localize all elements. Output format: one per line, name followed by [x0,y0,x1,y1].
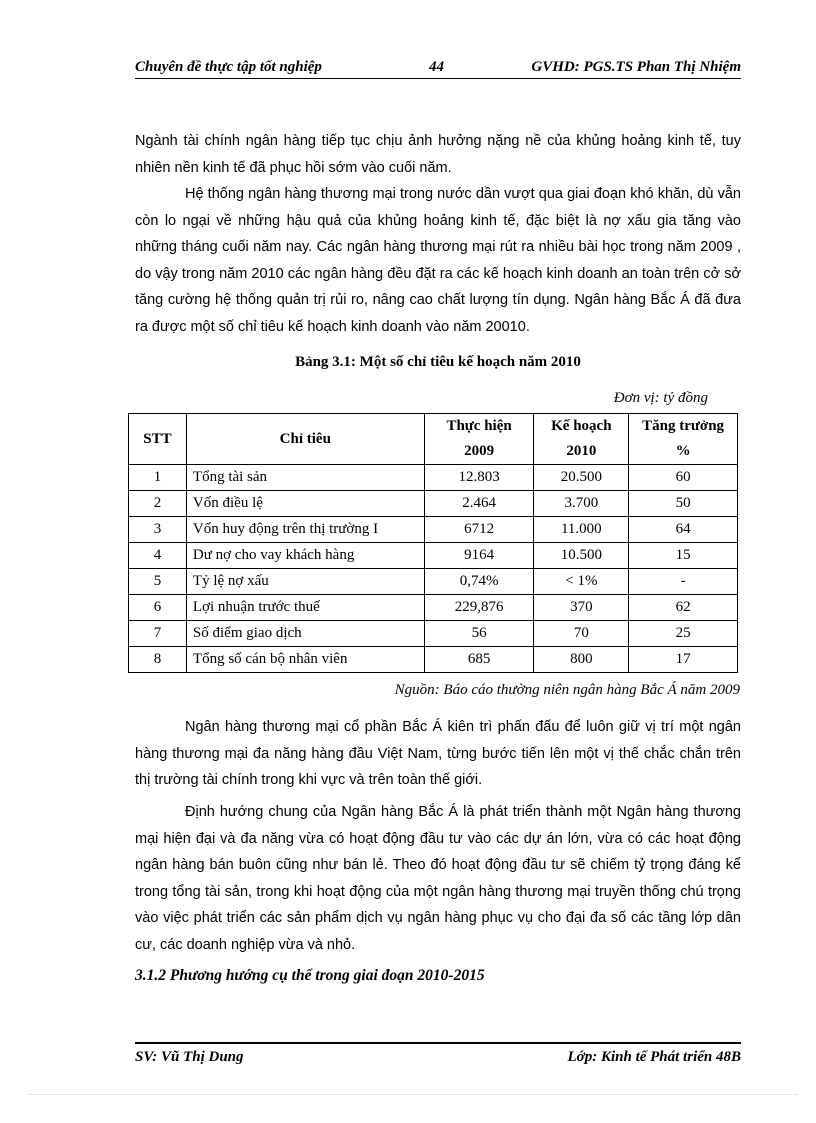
cell-growth: 17 [629,647,738,673]
paragraph-bac-a-position: Ngân hàng thương mại cổ phần Bắc Á kiên trì phấn đấu để luôn giữ vị trí một ngân hàng thương mại đa năng hàng đầu Việt Nam, từng bước tiến lên một vị thế chắc chắn trên thị trường tài chính trong khi vực và trên toàn thế giới. [135,719,741,788]
cell-plan: 70 [534,621,629,647]
cell-plan: 10.500 [534,543,629,569]
cell-plan: 3.700 [534,491,629,517]
footer-student: SV: Vũ Thị Dung [135,1049,244,1065]
header-advisor: GVHD: PGS.TS Phan Thị Nhiệm [531,59,741,75]
table-row [129,621,738,647]
header-stt: STT [129,414,187,465]
page-number: 44 [429,59,444,75]
page-bottom-divider [28,1094,798,1095]
section-heading: 3.1.2 Phương hướng cụ thể trong giai đoạn 2010-2015 [135,967,485,984]
table-unit: Đơn vị: tỷ đồng [613,390,708,406]
cell-growth: 62 [629,595,738,621]
cell-indicator: Lợi nhuận trước thuế [186,595,424,621]
table-row [129,595,738,621]
cell-actual: 6712 [424,517,534,543]
cell-growth: 60 [629,465,738,491]
header-thesis-title: Chuyên đề thực tập tốt nghiệp [135,59,322,75]
cell-plan: < 1% [534,569,629,595]
cell-actual: 0,74% [424,569,534,595]
cell-actual: 685 [424,647,534,673]
table-row [129,465,738,491]
cell-indicator: Số điểm giao dịch [186,621,424,647]
cell-stt: 4 [129,543,187,569]
cell-growth: 25 [629,621,738,647]
cell-actual: 9164 [424,543,534,569]
cell-stt: 7 [129,621,187,647]
cell-stt: 3 [129,517,187,543]
cell-stt: 6 [129,595,187,621]
cell-growth: 50 [629,491,738,517]
cell-actual: 12.803 [424,465,534,491]
cell-plan: 800 [534,647,629,673]
cell-actual: 2.464 [424,491,534,517]
cell-stt: 2 [129,491,187,517]
cell-plan: 11.000 [534,517,629,543]
cell-indicator: Vốn huy động trên thị trường I [186,517,424,543]
header-growth: Tăng trưởng % [629,414,738,465]
cell-plan: 20.500 [534,465,629,491]
cell-indicator: Tỷ lệ nợ xấu [186,569,424,595]
cell-actual: 229,876 [424,595,534,621]
table-caption: Bảng 3.1: Một số chỉ tiêu kế hoạch năm 2010 [295,354,581,370]
header-actual-2009: Thực hiện 2009 [424,414,534,465]
cell-growth: 15 [629,543,738,569]
paragraph-intro: Ngành tài chính ngân hàng tiếp tục chịu ảnh hưởng nặng nề của khủng hoảng kinh tế, tuy nhiên nền kinh tế đã phục hồi sớm vào cuối năm. [135,133,741,176]
cell-growth: 64 [629,517,738,543]
page-header [135,56,741,79]
header-indicator: Chỉ tiêu [186,414,424,465]
footer-class: Lớp: Kinh tế Phát triển 48B [567,1049,741,1065]
table-row [129,647,738,673]
cell-actual: 56 [424,621,534,647]
header-plan-2010: Kế hoạch 2010 [534,414,629,465]
cell-stt: 5 [129,569,187,595]
cell-stt: 1 [129,465,187,491]
page-footer [135,1042,741,1070]
cell-plan: 370 [534,595,629,621]
cell-indicator: Dư nợ cho vay khách hàng [186,543,424,569]
table-row [129,569,738,595]
plan-table [128,413,738,673]
table-row [129,517,738,543]
cell-indicator: Tổng tài sản [186,465,424,491]
table-row [129,543,738,569]
paragraph-banking-system: Hệ thống ngân hàng thương mại trong nước dần vượt qua giai đoạn khó khăn, dù vẫn còn lo ngại về những hậu quả của khủng hoảng kinh tế, đặc biệt là nợ xấu gia tăng vào những tháng cuối năm nay. Các ngân hàng thương mại rút ra nhiều bài học trong năm 2009 , do vậy trong năm 2010 các ngân hàng đều đặt ra các kế hoạch kinh doanh an toàn trên cở sở tăng cường hệ thống quản trị rủi ro, nâng cao chất lượng tín dụng. Ngân hàng Bắc Á đã đưa ra được một số chỉ tiêu kế hoạch kinh doanh vào năm 20010. [135,186,741,335]
paragraph-general-direction: Định hướng chung của Ngân hàng Bắc Á là phát triển thành một Ngân hàng thương mại hiện đại và đa năng vừa có hoạt động đầu tư vào các dự án lớn, vừa có các hoạt động ngân hàng bán buôn cũng như bán lẻ. Theo đó hoạt động đầu tư sẽ chiếm tỷ trọng đáng kể trong tổng tài sản, trong khi hoạt động của một ngân hàng thương mại truyền thống chú trọng vào việc phát triển các sản phẩm dịch vụ ngân hàng phục vụ cho đại đa số các tầng lớp dân cư, các doanh nghiệp vừa và nhỏ. [135,804,741,953]
cell-indicator: Tổng số cán bộ nhân viên [186,647,424,673]
cell-indicator: Vốn điều lệ [186,491,424,517]
table-row [129,491,738,517]
cell-growth: - [629,569,738,595]
cell-stt: 8 [129,647,187,673]
table-header-row [129,414,738,465]
table-source: Nguồn: Báo cáo thường niên ngân hàng Bắc Á năm 2009 [394,682,740,698]
